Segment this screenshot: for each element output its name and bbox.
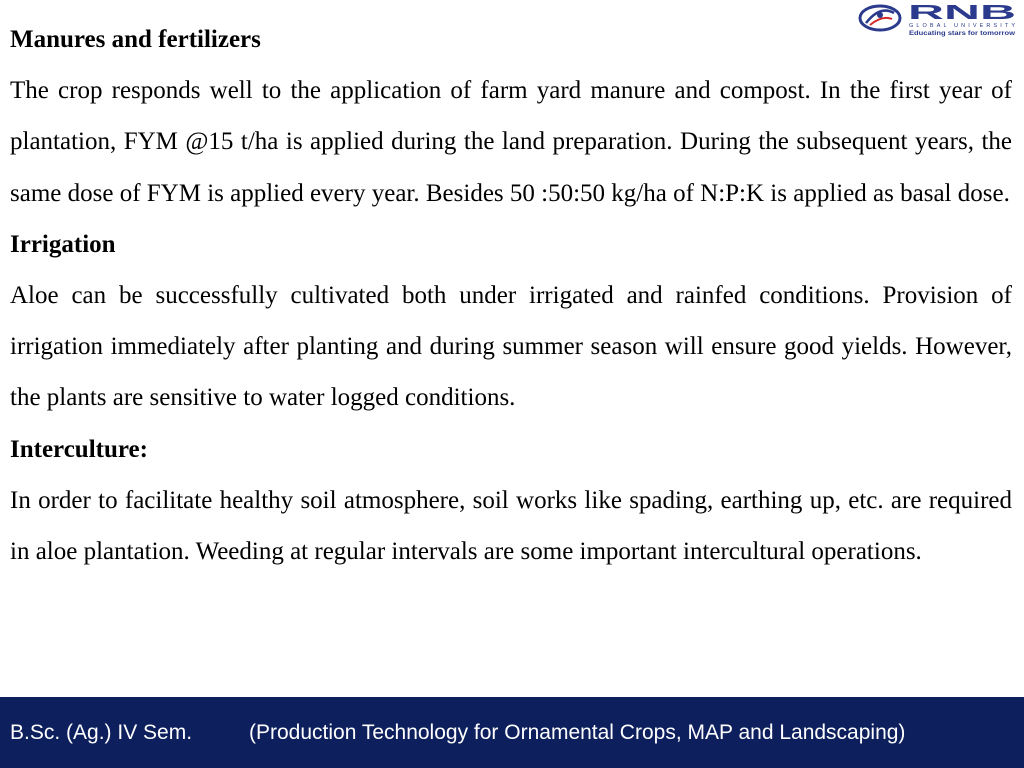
section-text: The crop responds well to the application of farm yard manure and compost. In the first year of plantation, FYM @15 t/ha is applied during the land preparation. During the subsequent years, the same dose of FYM is applied every year. Besides 50 :50:50 kg/ha of N:P:K is applied as basal dose. <box>10 77 1012 207</box>
section-text: In order to facilitate healthy soil atmosphere, soil works like spading, earthing up, etc. are required in aloe plantation. Weeding at regular intervals are some important intercultural operations. <box>10 486 1012 566</box>
section-heading: Manures and fertilizers <box>10 26 261 53</box>
footer-course: B.Sc. (Ag.) IV Sem. <box>10 721 193 744</box>
slide-content <box>10 14 1012 577</box>
logo-name: RNB <box>908 2 1016 24</box>
section-manures <box>10 14 1012 219</box>
section-irrigation <box>10 219 1012 424</box>
logo-tagline: Educating stars for tomorrow <box>909 31 1016 37</box>
footer-subject: (Production Technology for Ornamental Crops, MAP and Landscaping) <box>249 721 906 744</box>
footer-bar <box>0 697 1024 768</box>
section-interculture <box>10 424 1012 578</box>
logo-subtitle: GLOBAL UNIVERSITY <box>909 23 1015 29</box>
section-heading: Irrigation <box>10 230 116 258</box>
section-heading: Interculture: <box>10 435 148 463</box>
section-text: Aloe can be successfully cultivated both under irrigated and rainfed conditions. Provision of irrigation immediately after planting and during summer season will ensure good yields. However, the plants are sensitive to water logged conditions. <box>10 282 1012 412</box>
